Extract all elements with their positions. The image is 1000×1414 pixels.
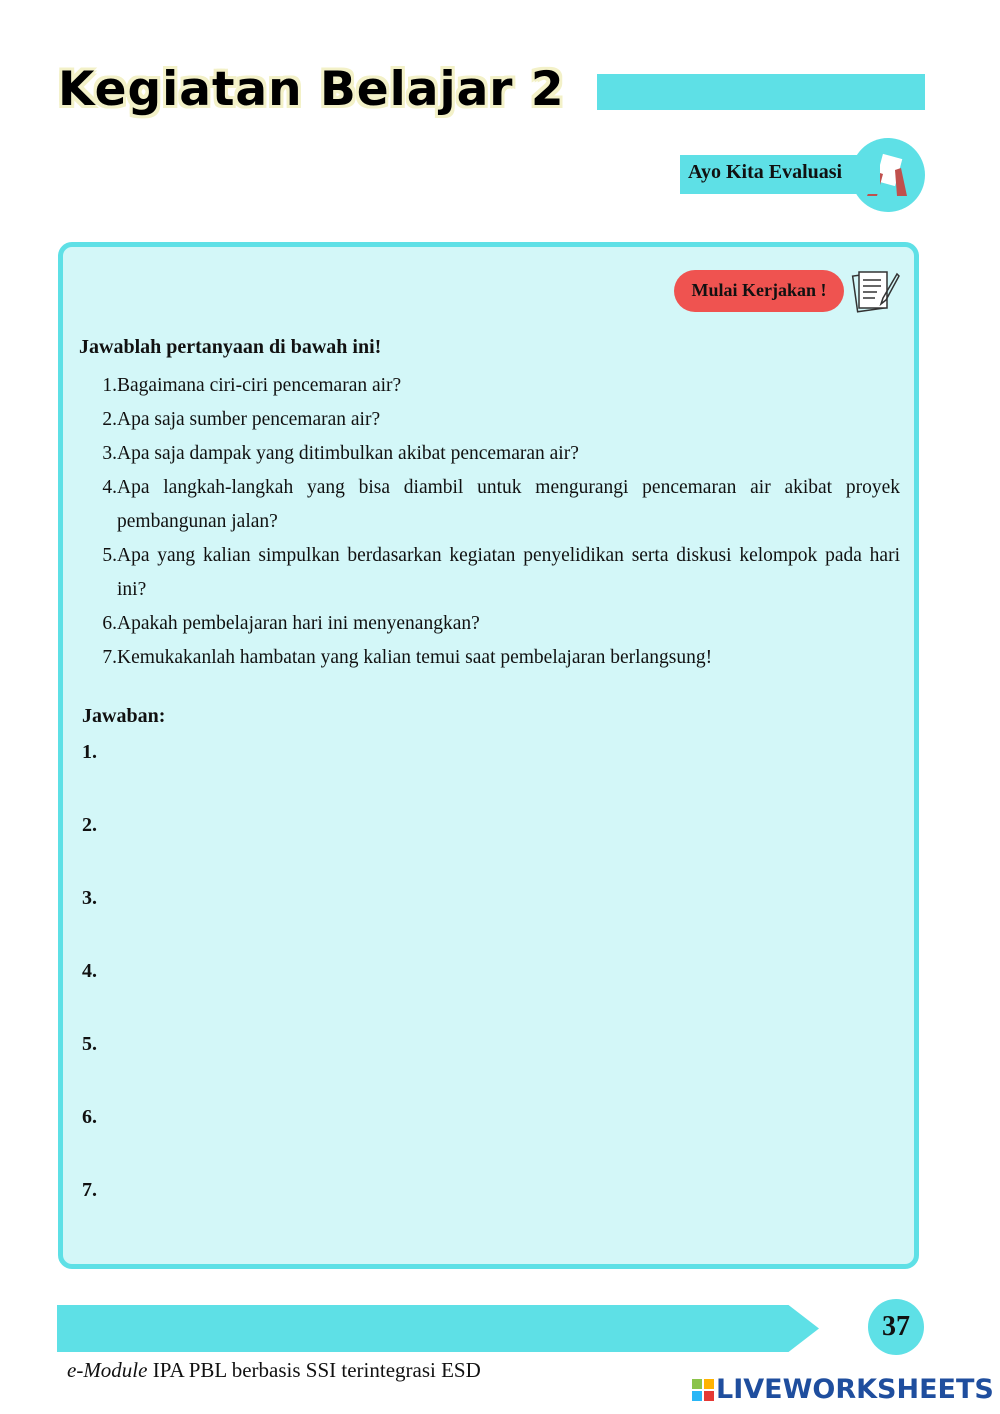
module-caption [67,1358,481,1383]
answer-field-1[interactable]: 1. [82,741,97,763]
page-number: 37 [868,1299,924,1355]
question-item [90,607,900,641]
question-number: 3. [102,443,117,464]
question-number: 5. [102,545,117,566]
question-text: Apa saja sumber pencemaran air? [117,409,381,430]
module-caption-italic: e-Module [67,1358,148,1382]
question-text: Apa saja dampak yang ditimbulkan akibat pencemaran air? [117,443,579,464]
question-item [90,641,900,675]
question-item [90,539,900,607]
brand-text: LIVEWORKSHEETS [716,1374,994,1405]
question-item [90,403,900,437]
title-accent-bar [597,74,925,110]
question-number: 6. [102,613,117,634]
answer-field-3[interactable]: 3. [82,887,97,909]
section-badge: Ayo Kita Evaluasi [680,155,880,194]
document-pen-icon [851,268,901,319]
answer-field-7[interactable]: 7. [82,1179,97,1201]
question-text: Apa yang kalian simpulkan berdasarkan kegiatan penyelidikan serta diskusi kelompok pada hari ini? [117,545,900,600]
question-number: 4. [102,477,117,498]
question-text: Bagaimana ciri-ciri pencemaran air? [117,375,402,396]
question-item [90,369,900,403]
module-caption-rest: IPA PBL berbasis SSI terintegrasi ESD [147,1358,481,1382]
liveworksheets-logo [692,1374,994,1405]
footer-arrow-bar [57,1305,819,1352]
page-title: Kegiatan Belajar 2 [58,62,565,117]
answers-label: Jawaban: [82,705,166,727]
start-button[interactable]: Mulai Kerjakan ! [674,270,844,312]
instruction-heading: Jawablah pertanyaan di bawah ini! [79,336,382,358]
question-number: 2. [102,409,117,430]
question-text: Kemukakanlah hambatan yang kalian temui saat pembelajaran berlangsung! [117,647,713,668]
question-text: Apakah pembelajaran hari ini menyenangkan? [117,613,480,634]
answer-field-4[interactable]: 4. [82,960,97,982]
answer-field-2[interactable]: 2. [82,814,97,836]
question-item [90,437,900,471]
question-number: 7. [102,647,117,668]
answer-field-6[interactable]: 6. [82,1106,97,1128]
liveworksheets-logo-icon [692,1379,714,1401]
question-item [90,471,900,539]
question-number: 1. [102,375,117,396]
answer-field-5[interactable]: 5. [82,1033,97,1055]
question-text: Apa langkah-langkah yang bisa diambil untuk mengurangi pencemaran air akibat proyek pembangunan jalan? [117,477,900,532]
